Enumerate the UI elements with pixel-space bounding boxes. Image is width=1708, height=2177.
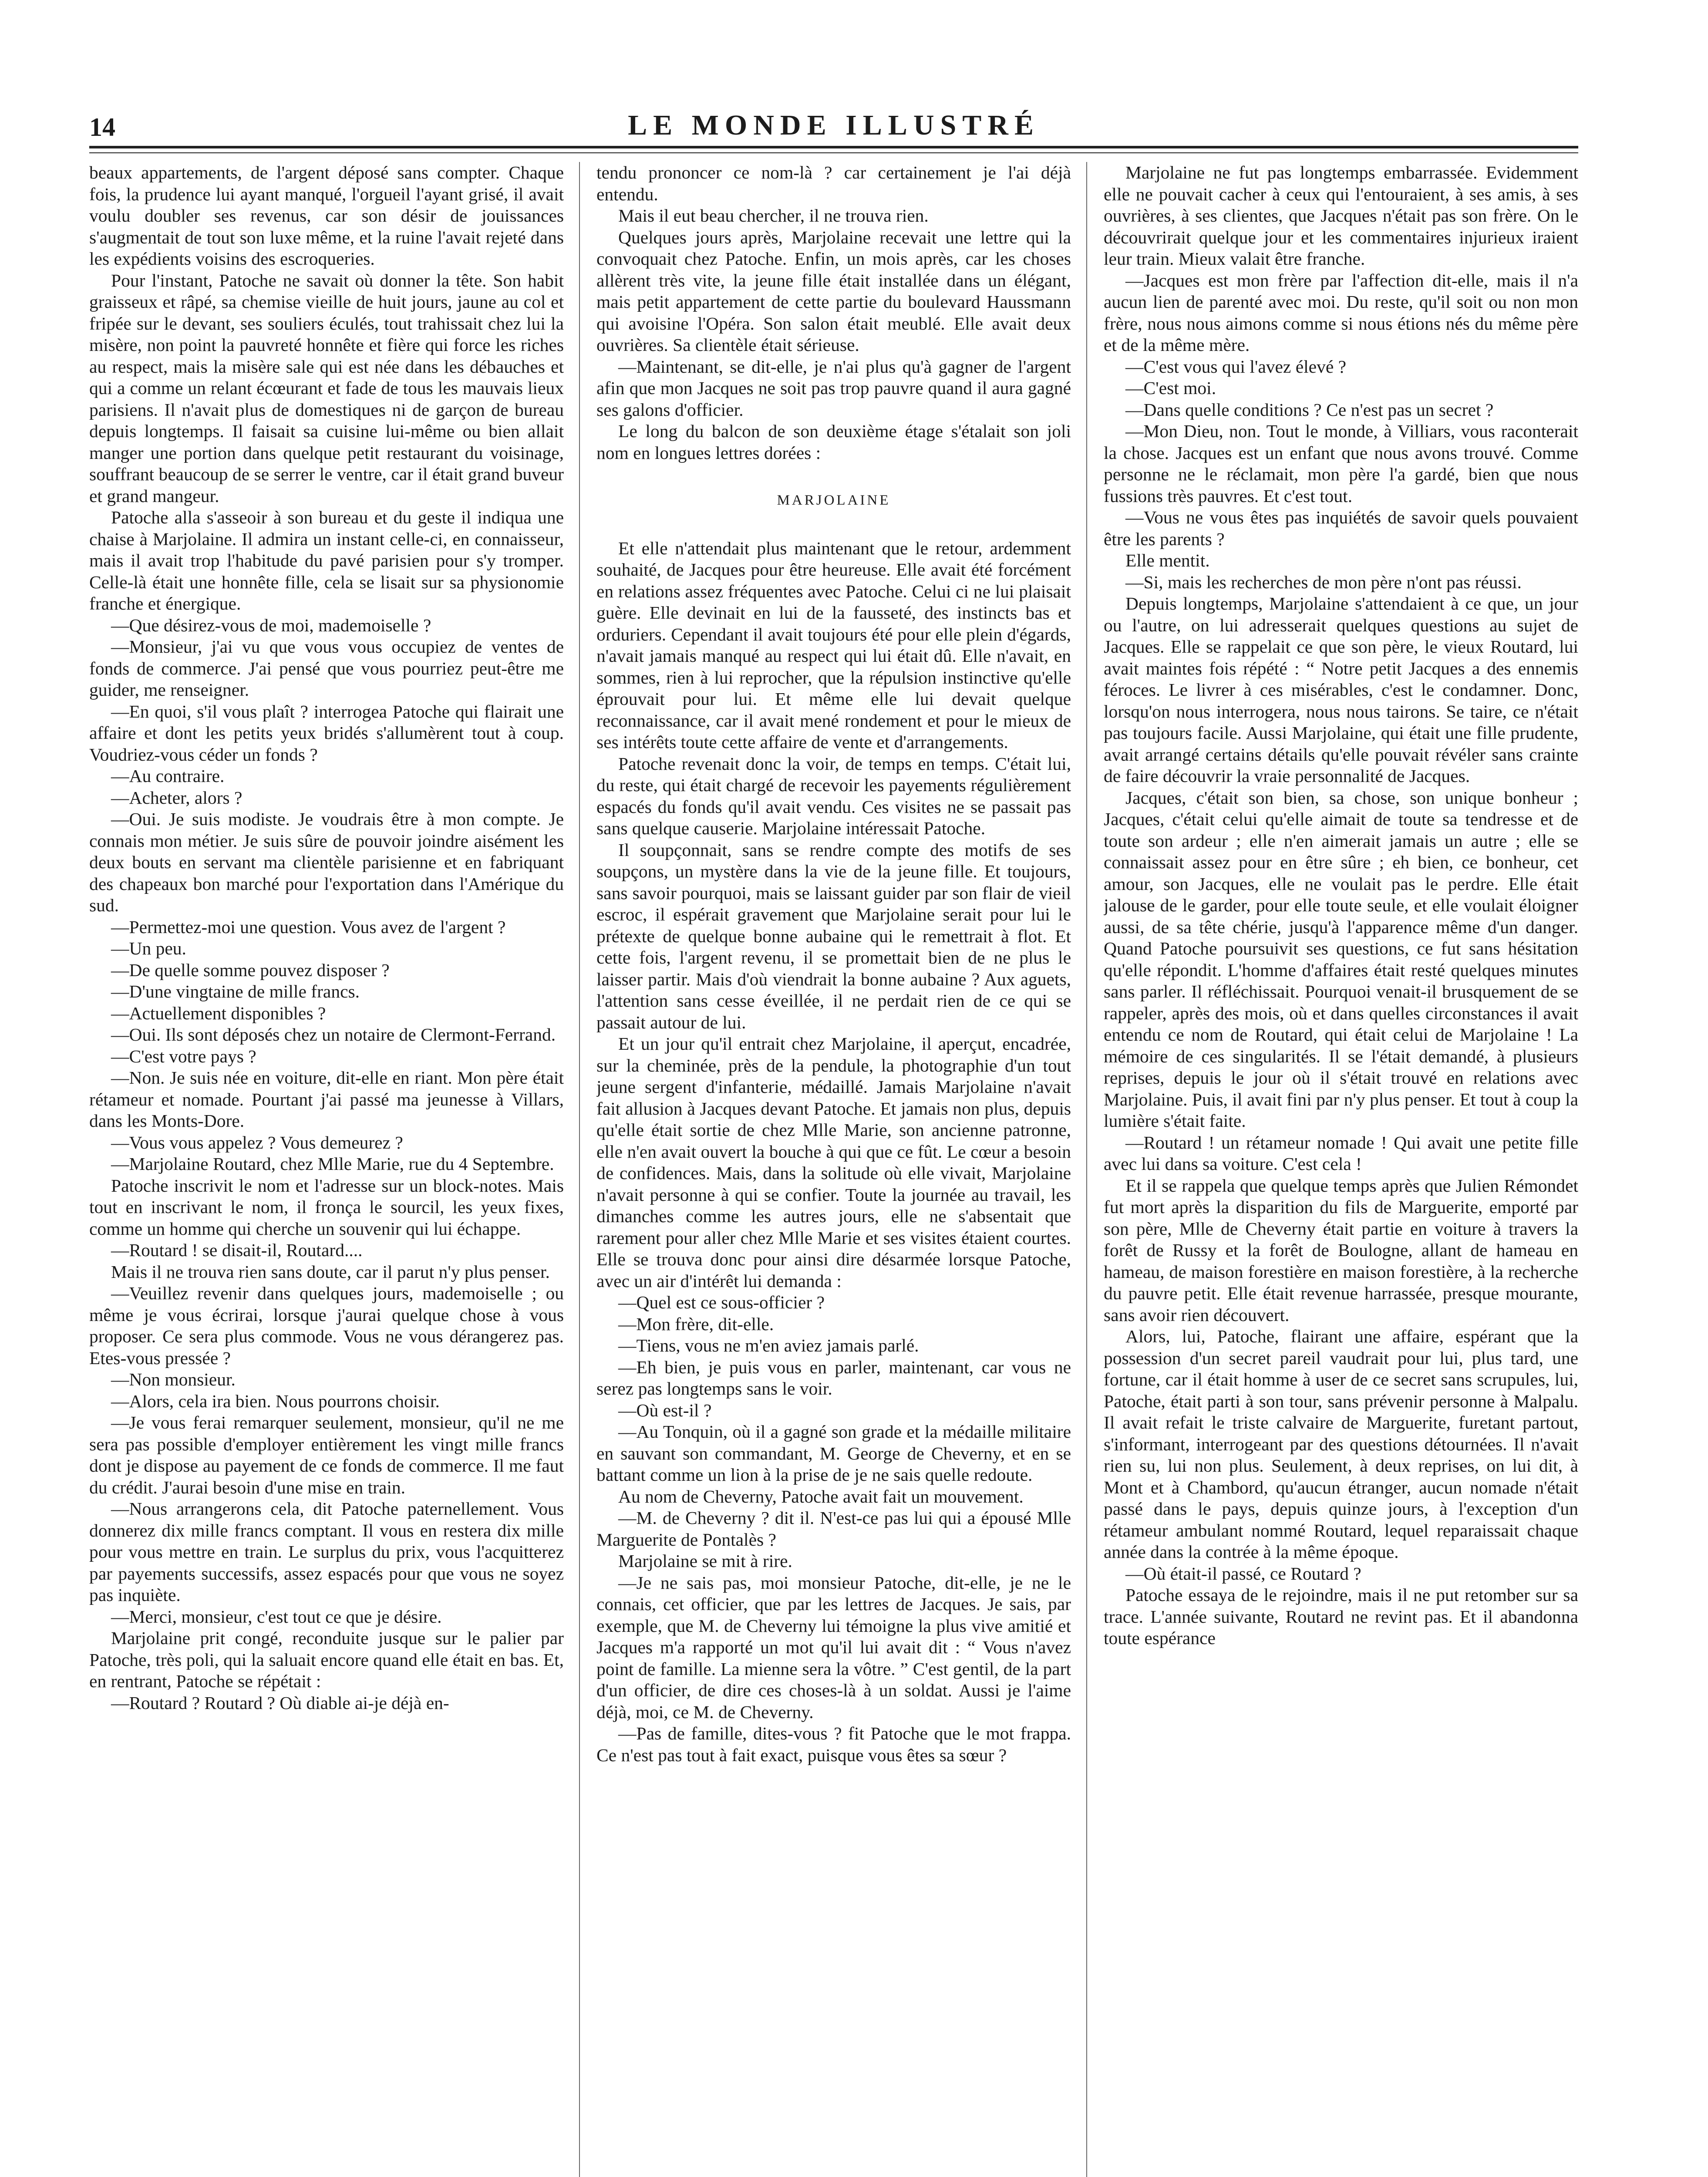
- text-column-1: [89, 162, 564, 2177]
- paragraph: —Au Tonquin, où il a gagné son grade et la médaille militaire en sauvant son commandant, M. George de Cheverny, et en se battant comme un lion à la prise de je ne sais quelle redoute.: [596, 1422, 1071, 1485]
- paragraph: —Monsieur, j'ai vu que vous vous occupiez de ventes de fonds de commerce. J'ai pensé que vous pourriez peut-être me guider, me renseigner.: [89, 637, 564, 700]
- paragraph: —Oui. Ils sont déposés chez un notaire de Clermont-Ferrand.: [111, 1024, 556, 1045]
- paragraph: Patoche essaya de le rejoindre, mais il ne put retomber sur sa trace. L'année suivante, Routard ne revint pas. Et il abandonna toute espérance: [1104, 1585, 1578, 1648]
- paragraph: Marjolaine ne fut pas longtemps embarrassée. Evidemment elle ne pouvait cacher à ceux qui l'entouraient, à ses amis, à ses ouvrières, à ses clientes, que Jacques n'était pas son frère. On le découvrirait quelque jour et les commentaires injurieux iraient leur train. Mieux valait être franche.: [1104, 162, 1578, 269]
- paragraph: —Vous vous appelez ? Vous demeurez ?: [111, 1132, 403, 1153]
- paragraph: Le long du balcon de son deuxième étage s'étalait son joli nom en longues lettres dorées :: [596, 421, 1071, 463]
- paragraph: Marjolaine se mit à rire.: [618, 1551, 792, 1571]
- page-number: 14: [89, 113, 115, 142]
- text-column-2: [596, 162, 1071, 2177]
- paragraph: —Merci, monsieur, c'est tout ce que je désire.: [111, 1606, 442, 1627]
- paragraph: —Que désirez-vous de moi, mademoiselle ?: [111, 615, 431, 635]
- paragraph: Depuis longtemps, Marjolaine s'attendaient à ce que, un jour ou l'autre, on lui adresserait quelques questions au sujet de Jacques. Elle se rappelait ce que son père, le vieux Routard, lui avait maintes fois répété : “ Notre petit Jacques a des ennemis féroces. Le livrer à ces misérables, c'est le condamner. Donc, lorsqu'on nous interrogera, nous nous tairons. Se taire, ce n'était pas toujours facile. Aussi Marjolaine, qui était une fille prudente, avait arrangé certains détails qu'elle pouvait révéler sans crainte de faire découvrir la vraie personnalité de Jacques.: [1104, 593, 1578, 786]
- paragraph: —Tiens, vous ne m'en aviez jamais parlé.: [618, 1335, 919, 1355]
- paragraph: —C'est votre pays ?: [111, 1046, 256, 1066]
- paragraph: —D'une vingtaine de mille francs.: [111, 981, 360, 1001]
- paragraph: —Actuellement disponibles ?: [111, 1003, 326, 1023]
- paragraph: —Marjolaine Routard, chez Mlle Marie, rue du 4 Septembre.: [111, 1154, 554, 1174]
- text-column-3: [1104, 162, 1578, 2177]
- paragraph: Patoche inscrivit le nom et l'adresse sur un block-notes. Mais tout en inscrivant le nom, il fronça le sourcil, les yeux fixes, comme un homme qui cherche un souvenir qui lui échappe.: [89, 1175, 564, 1239]
- paragraph: Patoche alla s'asseoir à son bureau et du geste il indiqua une chaise à Marjolaine. Il admira un instant celle-ci, en connaisseur, mais il avait trop l'habitude du pavé parisien pour s'y tromper. Celle-là était une honnête fille, cela se lisait sur sa physionomie franche et énergique.: [89, 507, 564, 613]
- paragraph: —En quoi, s'il vous plaît ? interrogea Patoche qui flairait une affaire et dont les petits yeux bridés s'allumèrent tout à coup. Voudriez-vous céder un fonds ?: [89, 701, 564, 765]
- paragraph: —Mon Dieu, non. Tout le monde, à Villiars, vous raconterait la chose. Jacques est un enfant que nous avons trouvé. Comme personne ne le réclamait, mon père l'a gardé, bien que nous fussions très pauvres. Et c'est tout.: [1104, 421, 1578, 506]
- paragraph: Mais il ne trouva rien sans doute, car il parut n'y plus penser.: [111, 1261, 550, 1282]
- paragraph: —C'est moi.: [1125, 378, 1216, 398]
- paragraph: —Non monsieur.: [111, 1369, 236, 1389]
- paragraph: —M. de Cheverny ? dit il. N'est-ce pas lui qui a épousé Mlle Marguerite de Pontalès ?: [596, 1508, 1071, 1550]
- paragraph: —Mon frère, dit-elle.: [618, 1314, 774, 1334]
- paragraph: —Acheter, alors ?: [111, 787, 243, 808]
- paragraph: Et il se rappela que quelque temps après que Julien Rémondet fut mort après la disparition du fils de Marguerite, emporté par son père, Mlle de Cheverny était partie en voiture à travers la forêt de Russy et la forêt de Boulogne, allant de hameau en hameau, de maison forestière en maison forestière, à la recherche du pauvre petit. Elle était revenue harrassée, presque mourante, sans avoir rien découvert.: [1104, 1175, 1578, 1325]
- paragraph: Patoche revenait donc la voir, de temps en temps. C'était lui, du reste, qui était chargé de recevoir les payements régulièrement espacés du fonds qu'il avait vendu. Ces visites ne se passait pas sans quelque causerie. Marjolaine intéressait Patoche.: [596, 753, 1071, 838]
- paragraph: —Eh bien, je puis vous en parler, maintenant, car vous ne serez pas longtemps sans le voir.: [596, 1357, 1071, 1399]
- paragraph: —Veuillez revenir dans quelques jours, mademoiselle ; ou même je vous écrirai, lorsque j'aurai quelque chose à vous proposer. Ce sera plus commode. Vous ne vous dérangerez pas. Etes-vous pressée ?: [89, 1283, 564, 1368]
- paragraph: —Oui. Je suis modiste. Je voudrais être à mon compte. Je connais mon métier. Je suis sûre de pouvoir joindre aisément les deux bouts en servant ma clientèle parisienne et en fabriquant des chapeaux bon marché pour l'exportation dans l'Amérique du sud.: [89, 809, 564, 915]
- journal-title: LE MONDE ILLUSTRÉ: [628, 109, 1040, 141]
- paragraph: —Non. Je suis née en voiture, dit-elle en riant. Mon père était rétameur et nomade. Pourtant j'ai passé ma jeunesse à Villars, dans les Monts-Dore.: [89, 1068, 564, 1131]
- paragraph: —Si, mais les recherches de mon père n'ont pas réussi.: [1125, 572, 1522, 592]
- paragraph: —Où est-il ?: [618, 1400, 712, 1420]
- paragraph: —Jacques est mon frère par l'affection dit-elle, mais il n'a aucun lien de parenté avec moi. Du reste, qu'il soit ou non mon frère, nous nous aimons comme si nous étions nés du même père et de la même mère.: [1104, 270, 1578, 355]
- paragraph: Et un jour qu'il entrait chez Marjolaine, il aperçut, encadrée, sur la cheminée, près de la pendule, la photographie d'un tout jeune sergent d'infanterie, médaillé. Jamais Marjolaine n'avait fait allusion à Jacques devant Patoche. Et jamais non plus, depuis qu'elle était sortie de chez Mlle Marie, son ancienne patronne, elle n'en avait ouvert la bouche à qui que ce fût. Le cœur a besoin de confidences. Mais, dans la solitude où elle vivait, Marjolaine n'avait personne à qui se confier. Toute la journée au travail, les dimanches comme les autres jours, elle ne s'absentait que rarement pour aller chez Mlle Marie et ses visites étaient courtes. Elle se trouva donc pour ainsi dire désarmée lorsque Patoche, avec un air d'intérêt lui demanda :: [596, 1034, 1071, 1291]
- paragraph: —Alors, cela ira bien. Nous pourrons choisir.: [111, 1391, 440, 1411]
- paragraph: Et elle n'attendait plus maintenant que le retour, ardemment souhaité, de Jacques pour être heureuse. Elle avait été forcément en relations assez fréquentes avec Patoche. Celui ci ne lui plaisait guère. Elle devinait en lui de la fausseté, des instincts bas et orduriers. Cependant il avait toujours été pour elle plein d'égards, n'avait jamais manqué au respect qui lui était dû. Elle n'avait, en sommes, rien à lui reprocher, que la répulsion instinctive qu'elle éprouvait pour lui. Et même elle lui devait quelque reconnaissance, car il avait mené rondement et pour le mieux de ses intérêts toute cette affaire de vente et d'arrangements.: [596, 538, 1071, 752]
- paragraph: —Je vous ferai remarquer seulement, monsieur, qu'il ne me sera pas possible d'employer entièrement les vingt mille francs dont je dispose au payement de ce fonds de commerce. Il me faut du crédit. J'aurai besoin d'une mise en train.: [89, 1412, 564, 1497]
- paragraph: —Permettez-moi une question. Vous avez de l'argent ?: [111, 917, 506, 937]
- paragraph: —Un peu.: [111, 938, 186, 958]
- paragraph: —De quelle somme pouvez disposer ?: [111, 960, 390, 980]
- paragraph: Marjolaine prit congé, reconduite jusque sur le palier par Patoche, très poli, qui la saluait encore quand elle était en bas. Et, en rentrant, Patoche se répétait :: [89, 1628, 564, 1691]
- paragraph: —Routard ? Routard ? Où diable ai-je déjà en-: [111, 1692, 449, 1713]
- column-divider: [579, 162, 580, 2177]
- section-title: MARJOLAINE: [777, 492, 891, 508]
- paragraph: beaux appartements, de l'argent déposé sans compter. Chaque fois, la prudence lui ayant manqué, l'orgueil l'ayant grisé, il avait voulu doubler ses revenus, car son désir de jouissances s'augmentait de tout son luxe même, et la ruine l'avait rejeté dans les expédients voisins des escroqueries.: [89, 162, 564, 269]
- paragraph: —Dans quelle conditions ? Ce n'est pas un secret ?: [1125, 399, 1494, 420]
- paragraph: —Pas de famille, dites-vous ? fit Patoche que le mot frappa. Ce n'est pas tout à fait exact, puisque vous êtes sa sœur ?: [596, 1723, 1071, 1765]
- paragraph: Pour l'instant, Patoche ne savait où donner la tête. Son habit graisseux et râpé, sa chemise vieille de huit jours, jaune au col et fripée sur le devant, ses souliers éculés, tout trahissait chez lui la misère, non point la pauvreté honnête et fière qui force les riches au respect, mais la misère sale qui est née dans les débauches et qui a comme un relant écœurant et fade de tous les mauvais lieux parisiens. Il n'avait plus de domestiques ni de garçon de bureau depuis longtemps. Il faisait sa cuisine lui-même ou bien allait manger une portion dans quelque petit restaurant du voisinage, souffrant beaucoup de se serrer le ventre, car il était grand buveur et grand mangeur.: [89, 270, 564, 506]
- paragraph: —Quel est ce sous-officier ?: [618, 1292, 825, 1312]
- paragraph: Il soupçonnait, sans se rendre compte des motifs de ses soupçons, un mystère dans la vie de la jeune fille. Et toujours, sans savoir pourquoi, mais se laissant guider par son flair de vieil escroc, il espérait gravement que Marjolaine serait pour lui le prétexte de quelque bonne aubaine qui le remettrait à flot. Et cette fois, l'argent revenu, il se promettait bien de ne plus le laisser partir. Mais d'où viendrait la bonne aubaine ? Aux aguets, l'attention sans cesse éveillée, il ne perdait rien de ce qui se passait autour de lui.: [596, 839, 1071, 1032]
- header-rule-thin: [89, 152, 1578, 153]
- paragraph: —Où était-il passé, ce Routard ?: [1125, 1563, 1361, 1584]
- paragraph: —Au contraire.: [111, 766, 225, 786]
- paragraph: —Vous ne vous êtes pas inquiétés de savoir quels pouvaient être les parents ?: [1104, 507, 1578, 549]
- paragraph: Elle mentit.: [1125, 550, 1210, 570]
- paragraph: Alors, lui, Patoche, flairant une affaire, espérant que la possession d'un secret pareil vaudrait pour lui, plus tard, une fortune, car il était homme à user de ce secret sans scrupules, lui, Patoche, était parti à son tour, sans prévenir personne à Malpalu. Il avait refait le triste calvaire de Marguerite, furetant partout, s'informant, interrogeant par des questions détournées. Il n'avait rien su, lui non plus. Seulement, à deux reprises, on lui dit, à Mont et à Chambord, qu'aucun étranger, aucun nomade n'était passé dans le pays, depuis quinze jours, à l'exception d'un rétameur ambulant nommé Routard, lequel reparaissait chaque année dans la contrée à la même époque.: [1104, 1326, 1578, 1562]
- paragraph: Mais il eut beau chercher, il ne trouva rien.: [618, 206, 929, 226]
- paragraph: Au nom de Cheverny, Patoche avait fait un mouvement.: [618, 1486, 1024, 1506]
- paragraph: Jacques, c'était son bien, sa chose, son unique bonheur ; Jacques, c'était celui qu'elle aimait de toute sa tendresse et de toute son ardeur ; elle n'en aimerait jamais un autre ; elle se connaissait assez pour en être sûre ; eh bien, ce bonheur, cet amour, son Jacques, elle ne voulait pas le perdre. Elle était jalouse de le garder, pour elle toute seule, et elle voulait éloigner aussi, de sa tête chérie, jusqu'à l'apparence même d'un danger. Quand Patoche poursuivit ses questions, ce fut sans hésitation qu'elle répondit. L'homme d'affaires était resté quelques minutes sans parler. Il réfléchissait. Pourquoi venait-il brusquement de se rappeler, après des mois, où et dans quelles circonstances il avait entendu ce nom de Routard, qui était celui de Marjolaine ! La mémoire de ces singularités. Il se l'était demandé, à plusieurs reprises, depuis le jour où il s'était trouvé en relations avec Marjolaine. Puis, il avait fini par n'y plus penser. Et tout à coup la lumière s'était faite.: [1104, 787, 1578, 1131]
- column-divider: [1086, 162, 1087, 2177]
- paragraph: tendu prononcer ce nom-là ? car certainement je l'ai déjà entendu.: [596, 162, 1071, 204]
- paragraph: —Routard ! se disait-il, Routard....: [111, 1240, 363, 1260]
- paragraph: —Je ne sais pas, moi monsieur Patoche, dit-elle, je ne le connais, cet officier, que par les lettres de Jacques. Je sais, par exemple, que M. de Cheverny lui témoigne la plus vive amitié et Jacques m'a rapporté un mot qu'il lui avait dit : “ Vous n'avez point de famille. La mienne sera la vôtre. ” C'est gentil, de la part d'un officier, de dire ces choses-là à un soldat. Aussi je l'aime déjà, moi, ce M. de Cheverny.: [596, 1572, 1071, 1722]
- page-header: [89, 104, 1578, 144]
- paragraph: Quelques jours après, Marjolaine recevait une lettre qui la convoquait chez Patoche. Enfin, un mois après, car les choses allèrent très vite, la jeune fille était installée dans un élégant, mais petit appartement de cette partie du boulevard Haussmann qui avoisine l'Opéra. Son salon était meublé. Elle avait deux ouvrières. Sa clientèle était sérieuse.: [596, 227, 1071, 355]
- paragraph: —Nous arrangerons cela, dit Patoche paternellement. Vous donnerez dix mille francs comptant. Il vous en restera dix mille pour vous mettre en train. Le surplus du prix, vous l'acquitterez par payements successifs, assez espacés pour que vous ne soyez pas inquiète.: [89, 1499, 564, 1605]
- paragraph: —C'est vous qui l'avez élevé ?: [1125, 356, 1347, 377]
- header-rule-thick: [89, 146, 1578, 148]
- paragraph: —Routard ! un rétameur nomade ! Qui avait une petite fille avec lui dans sa voiture. C'est cela !: [1104, 1132, 1578, 1174]
- paragraph: —Maintenant, se dit-elle, je n'ai plus qu'à gagner de l'argent afin que mon Jacques ne soit pas trop pauvre quand il aura gagné ses galons d'officier.: [596, 356, 1071, 420]
